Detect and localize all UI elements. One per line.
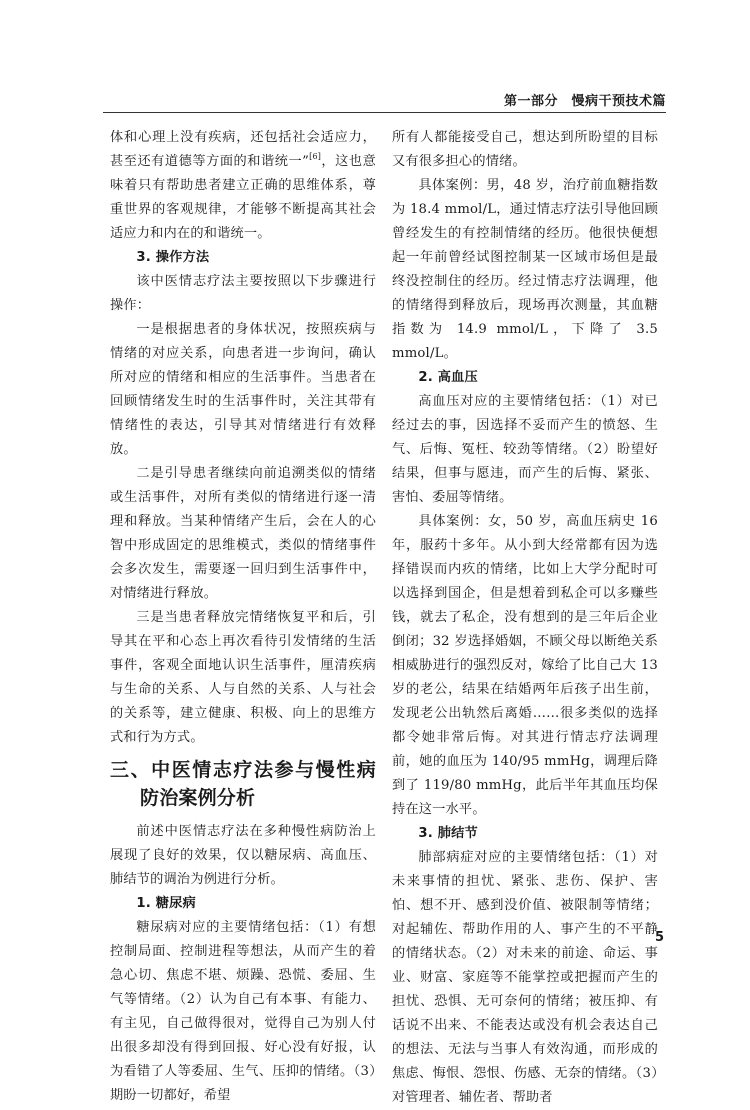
paragraph-diabetes: 糖尿病对应的主要情绪包括：（1）有想控制局面、控制进程等想法，从而产生的着急心切、焦虑不堪、烦躁、恐慌、委屈、生气等情绪。（2）认为自己有本事、有能力、有主见，自己做得很对，觉得自己为别人付出很多却没有得到回报、好心没有好报，认为看错了人等委屈、生气、压抑的情绪。（3）期盼一切都好，希望 [110, 920, 376, 1103]
running-header [0, 86, 750, 114]
section-heading-3: 三、中医情志疗法参与慢性病防治案例分析 [110, 759, 376, 809]
paragraph-hypertension: 高血压对应的主要情绪包括：（1）对已经过去的事，因选择不妥而产生的愤怒、生气、后悔、冤枉、较劲等情绪。（2）盼望好结果，但事与愿违，而产生的后悔、紧张、害怕、委屈等情绪。 [392, 394, 658, 505]
paragraph-intro-text: 体和心理上没有疾病，还包括社会适应力，甚至还有道德等方面的和谐统一” [110, 130, 376, 169]
page-number: 5 [654, 930, 664, 945]
heading-hypertension: 2. 高血压 [418, 370, 478, 385]
paragraph-intro-tail: ，这也意味着只有帮助患者建立正确的思维体系，尊重世界的客观规律，才能够不断提高其社会适应力和内在的和谐统一。 [110, 154, 376, 241]
header-title: 第一部分 慢病干预技术篇 [503, 94, 666, 109]
paragraph-step3: 三是当患者释放完情绪恢复平和后，引导其在平和心态上再次看待引发情绪的生活事件，客观全面地认识生活事件，厘清疾病与生命的关系、人与自然的关系、人与社会的关系等，建立健康、积极、向上的思维方式和行为方式。 [110, 610, 376, 745]
heading-method: 3. 操作方法 [136, 250, 210, 265]
paragraph-section3: 前述中医情志疗法在多种慢性病防治上展现了良好的效果，仅以糖尿病、高血压、肺结节的调治为例进行分析。 [110, 824, 376, 887]
paragraph-method: 该中医情志疗法主要按照以下步骤进行操作： [110, 274, 376, 313]
paragraph-step1: 一是根据患者的身体状况，按照疾病与情绪的对应关系，向患者进一步询问，确认所对应的情绪和相应的生活事件。当患者在回顾情绪发生时的生活事件时，关注其带有情绪性的表达，引导其对情绪进行有效释放。 [110, 322, 376, 457]
paragraph-case1: 具体案例：男，48 岁，治疗前血糖指数为 18.4 mmol/L，通过情志疗法引导他回顾曾经发生的有控制情绪的经历。他很快便想起一年前曾经试图控制某一区域市场但是最终没控制住的经历。经过情志疗法调理，他的情绪得到释放后，现场再次测量，其血糖指数为 14.9 mmol/L，下降了 3.5 mmol/L。 [392, 178, 658, 361]
paragraph-continued: 所有人都能接受自己，想达到所盼望的目标又有很多担心的情绪。 [392, 130, 658, 169]
heading-nodule: 3. 肺结节 [418, 826, 478, 841]
left-column [110, 126, 376, 1108]
header-rule [103, 112, 666, 113]
heading-diabetes: 1. 糖尿病 [136, 896, 196, 911]
right-column [392, 126, 658, 1110]
paragraph-step2: 二是引导患者继续向前追溯类似的情绪或生活事件，对所有类似的情绪进行逐一清理和释放。当某种情绪产生后，会在人的心智中形成固定的思维模式，类似的情绪事件会多次发生，需要逐一回归到生活事件中，对情绪进行释放。 [110, 466, 376, 601]
paragraph-intro [110, 126, 376, 246]
paragraph-nodule: 肺部病症对应的主要情绪包括：（1）对未来事情的担忧、紧张、悲伤、保护、害怕、想不开、感到没价值、被限制等情绪；对起辅佐、帮助作用的人、事产生的不平静的情绪状态。（2）对未来的前途、命运、事业、财富、家庭等不能掌控或把握而产生的担忧、恐惧、无可奈何的情绪；被压抑、有话说不出来、不能表达或没有机会表达自己的想法、无法与当事人有效沟通，而形成的焦虑、悔恨、怨恨、伤感、无奈的情绪。（3）对管理者、辅佐者、帮助者 [392, 850, 658, 1105]
paragraph-case2: 具体案例：女，50 岁，高血压病史 16 年，服药十多年。从小到大经常都有因为选择错误而内疚的情绪，比如上大学分配时可以选择到国企，但是想着到私企可以多赚些钱，就去了私企，没有想到的是三年后企业倒闭；32 岁选择婚姻，不顾父母以断绝关系相威胁进行的强烈反对，嫁给了比自己大 13 岁的老公，结果在结婚两年后孩子出生前，发现老公出轨然后离婚……很多类似的选择都令她非常后悔。对其进行情志疗法调理前，她的血压为 140/95 mmHg，调理后降到了 119/80 mmHg，此后半年其血压均保持在这一水平。 [392, 514, 658, 817]
citation-ref: [6] [309, 152, 322, 161]
